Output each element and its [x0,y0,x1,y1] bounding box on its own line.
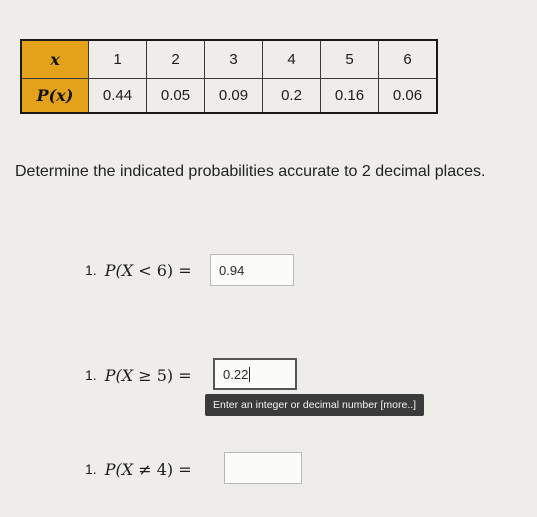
x-value-4: 4 [263,40,321,79]
expr-rhs: 4) = [156,459,192,479]
question-number: 1. [85,461,97,477]
input-hint-tooltip[interactable]: Enter an integer or decimal number [more..] [205,394,424,416]
p-value-2: 0.05 [147,79,205,114]
question-number: 1. [85,262,97,278]
expr-var: P(X [104,365,134,385]
expr-op: < [138,260,152,280]
answer-field-3[interactable] [224,452,302,484]
x-value-6: 6 [379,40,438,79]
p-value-3: 0.09 [205,79,263,114]
x-value-2: 2 [147,40,205,79]
question-3 [85,452,192,486]
expr-var: P(X [104,260,134,280]
probability-table [20,39,438,114]
expr-rhs: 5) = [156,365,192,385]
text-caret [249,367,250,382]
expr-op: ≥ [138,365,152,385]
answer-value: 0.22 [223,366,249,382]
question-expression [105,460,192,479]
answer-field-2[interactable] [213,358,297,390]
p-value-6: 0.06 [379,79,438,114]
expr-rhs: 6) = [156,260,192,280]
expr-op: ≠ [138,459,152,479]
p-value-4: 0.2 [263,79,321,114]
question-1 [85,253,192,287]
answer-value: 0.94 [219,262,245,278]
p-value-1: 0.44 [89,79,147,114]
x-value-1: 1 [89,40,147,79]
x-value-3: 3 [205,40,263,79]
x-header: x [21,40,89,79]
question-2 [85,358,192,392]
instructions-text: Determine the indicated probabilities accurate to 2 decimal places. [15,163,486,180]
expr-var: P(X [104,459,134,479]
p-header: P(x) [21,79,89,114]
table-row-p [21,79,437,114]
answer-field-1[interactable] [210,254,294,286]
question-number: 1. [85,367,97,383]
x-value-5: 5 [321,40,379,79]
p-value-5: 0.16 [321,79,379,114]
table-row-x [21,40,437,79]
question-expression [105,366,192,385]
question-expression [105,261,192,280]
